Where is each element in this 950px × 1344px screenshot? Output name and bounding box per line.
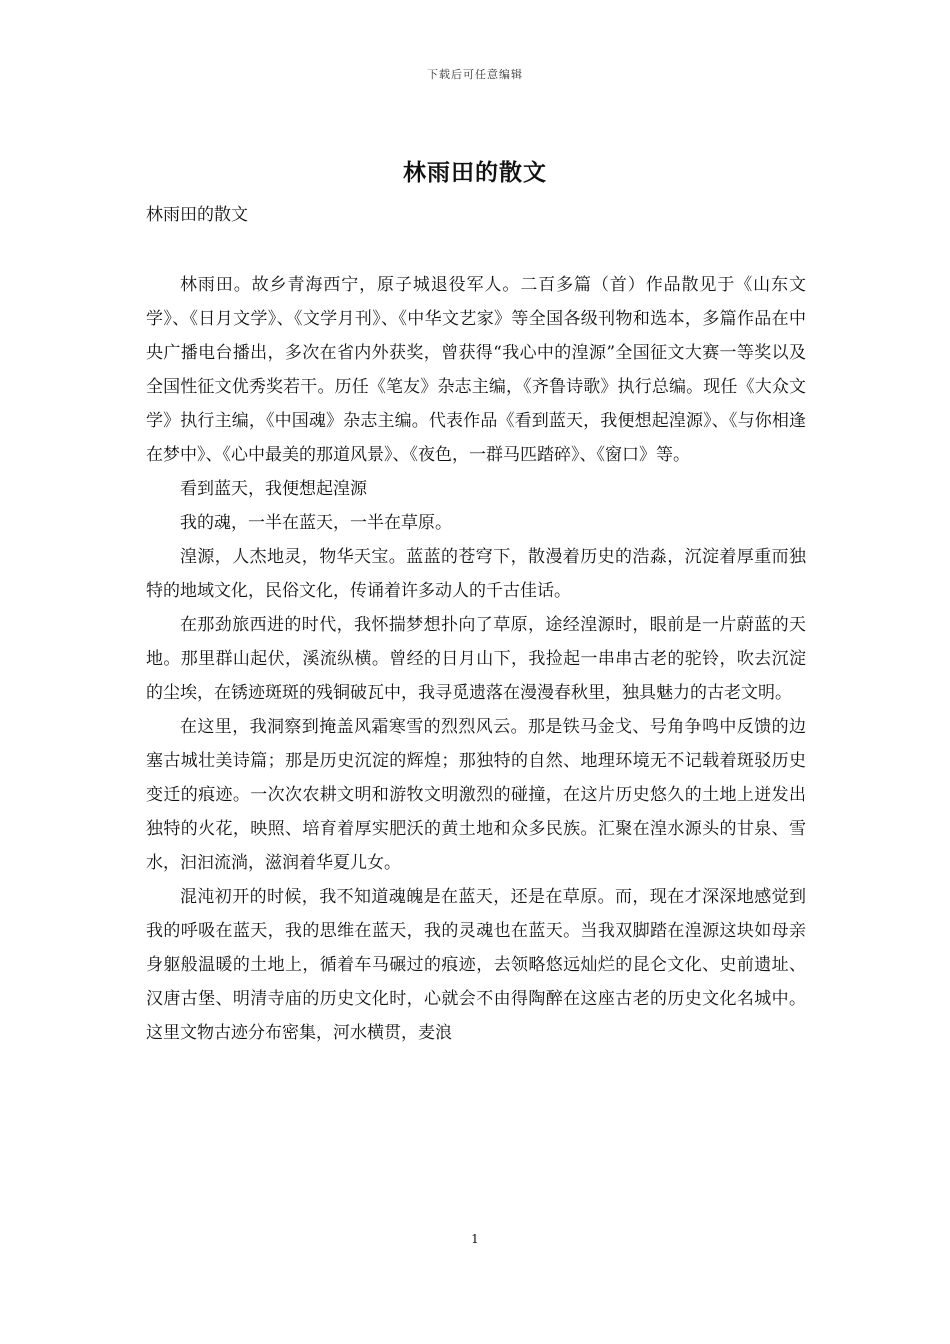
header-note: 下载后可任意编辑 xyxy=(427,68,523,81)
paragraph: 在那劲旅西进的时代，我怀揣梦想扑向了草原，途经湟源时，眼前是一片蔚蓝的天地。那里群山起伏，溪流纵横。曾经的日月山下，我捡起一串串古老的驼铃，吹去沉淀的尘埃，在锈迹斑斑的残铜破瓦中，我寻觅遗落在漫漫春秋里，独具魅力的古老文明。 xyxy=(146,615,806,703)
paragraph: 混沌初开的时候，我不知道魂魄是在蓝天，还是在草原。而，现在才深深地感觉到我的呼吸在蓝天，我的思维在蓝天，我的灵魂也在蓝天。当我双脚踏在湟源这块如母亲身躯般温暖的土地上，循着车马碾过的痕迹，去领略悠远灿烂的昆仑文化、史前遗址、汉唐古堡、明清寺庙的历史文化时，心就会不由得陶醉在这座古老的历史文化名城中。这里文物古迹分布密集，河水横贯，麦浪 xyxy=(146,887,806,1043)
paragraph: 在这里，我洞察到掩盖风霜寒雪的烈烈风云。那是铁马金戈、号角争鸣中反馈的边塞古城壮美诗篇；那是历史沉淀的辉煌；那独特的自然、地理环境无不记载着斑驳历史变迁的痕迹。一次次农耕文明和游牧文明激烈的碰撞，在这片历史悠久的土地上迸发出独特的火花，映照、培育着厚实肥沃的黄土地和众多民族。汇聚在湟水源头的甘泉、雪水，汩汩流淌，滋润着华夏儿女。 xyxy=(146,717,806,873)
paragraph-essay-title: 看到蓝天，我便想起湟源 xyxy=(180,479,367,499)
document-title: 林雨田的散文 xyxy=(403,159,547,186)
document-subtitle: 林雨田的散文 xyxy=(146,205,248,225)
paragraph: 我的魂，一半在蓝天，一半在草原。 xyxy=(180,513,452,533)
page-number: 1 xyxy=(471,1232,479,1246)
paragraph-author-bio: 林雨田。故乡青海西宁，原子城退役军人。二百多篇（首）作品散见于《山东文学》、《日月文学》、《文学月刊》、《中华文艺家》等全国各级刊物和选本，多篇作品在中央广播电台播出，多次在省内外获奖，曾获得“我心中的湟源”全国征文大赛一等奖以及全国性征文优秀奖若干。历任《笔友》杂志主编，《齐鲁诗歌》执行总编。现任《大众文学》执行主编，《中国魂》杂志主编。代表作品《看到蓝天，我便想起湟源》、《与你相逢在梦中》、《心中最美的那道风景》、《夜色，一群马匹踏碎》、《窗口》等。 xyxy=(146,275,806,465)
body-text xyxy=(146,268,806,1050)
paragraph: 湟源，人杰地灵，物华天宝。蓝蓝的苍穹下，散漫着历史的浩淼，沉淀着厚重而独特的地域文化，民俗文化，传诵着许多动人的千古佳话。 xyxy=(146,547,806,601)
